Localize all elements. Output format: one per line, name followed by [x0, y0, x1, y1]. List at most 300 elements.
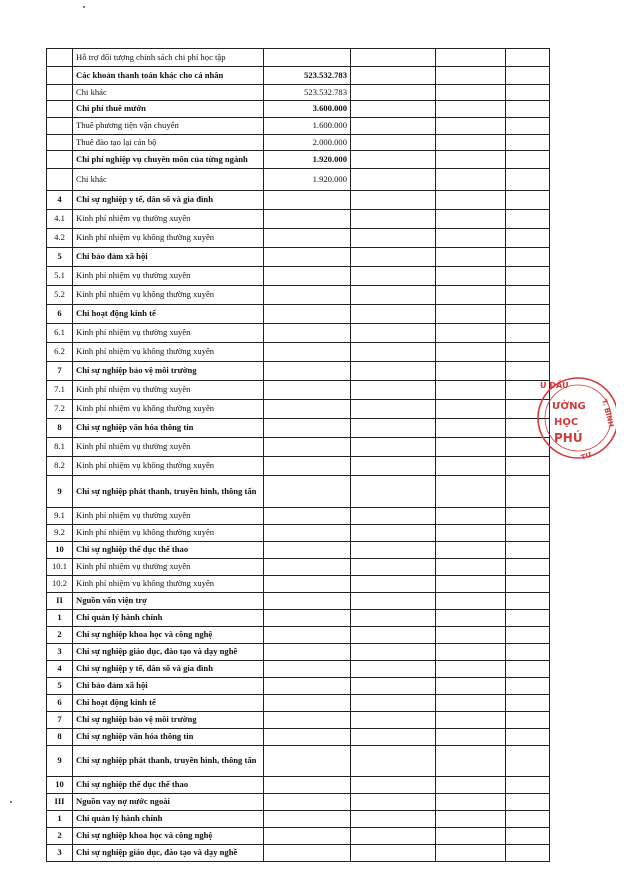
row-number	[47, 85, 73, 101]
row-number: 10	[47, 542, 73, 559]
row-amount	[264, 191, 351, 210]
row-amount	[264, 381, 351, 400]
empty-cell	[506, 229, 550, 248]
empty-cell	[506, 542, 550, 559]
row-number: 6	[47, 695, 73, 712]
table-row	[47, 610, 550, 627]
row-number: 7.1	[47, 381, 73, 400]
row-number: 1	[47, 610, 73, 627]
row-label: Chi sự nghiệp văn hóa thông tin	[73, 729, 264, 746]
empty-cell	[436, 508, 506, 525]
row-amount: 1.600.000	[264, 118, 351, 135]
empty-cell	[351, 777, 436, 794]
empty-cell	[506, 118, 550, 135]
empty-cell	[351, 135, 436, 151]
empty-cell	[351, 746, 436, 777]
empty-cell	[436, 169, 506, 191]
row-number: 1	[47, 811, 73, 828]
row-amount	[264, 576, 351, 593]
row-number: 3	[47, 644, 73, 661]
empty-cell	[351, 305, 436, 324]
row-number: III	[47, 794, 73, 811]
table-row	[47, 644, 550, 661]
empty-cell	[351, 593, 436, 610]
table-row	[47, 845, 550, 862]
row-amount	[264, 678, 351, 695]
empty-cell	[506, 695, 550, 712]
row-label: Kinh phí nhiệm vụ không thường xuyên	[73, 343, 264, 362]
empty-cell	[436, 593, 506, 610]
row-label: Chi sự nghiệp văn hóa thông tin	[73, 419, 264, 438]
row-number: 8	[47, 419, 73, 438]
empty-cell	[351, 457, 436, 476]
empty-cell	[436, 845, 506, 862]
empty-cell	[351, 712, 436, 729]
empty-cell	[506, 576, 550, 593]
row-amount	[264, 305, 351, 324]
row-number: 5	[47, 248, 73, 267]
empty-cell	[506, 210, 550, 229]
empty-cell	[506, 191, 550, 210]
row-number: 7.2	[47, 400, 73, 419]
empty-cell	[351, 729, 436, 746]
row-label: Kinh phí nhiệm vụ thường xuyên	[73, 438, 264, 457]
row-number: 6	[47, 305, 73, 324]
empty-cell	[351, 476, 436, 508]
table-row	[47, 542, 550, 559]
row-number: 6.1	[47, 324, 73, 343]
empty-cell	[351, 508, 436, 525]
empty-cell	[506, 286, 550, 305]
row-label: Kinh phí nhiệm vụ không thường xuyên	[73, 576, 264, 593]
empty-cell	[506, 729, 550, 746]
empty-cell	[351, 67, 436, 85]
empty-cell	[506, 169, 550, 191]
row-amount: 1.920.000	[264, 151, 351, 169]
row-label: Chi phí nghiệp vụ chuyên môn của từng ngành	[73, 151, 264, 169]
empty-cell	[436, 362, 506, 381]
empty-cell	[351, 324, 436, 343]
empty-cell	[351, 794, 436, 811]
empty-cell	[436, 678, 506, 695]
row-amount	[264, 644, 351, 661]
empty-cell	[351, 49, 436, 67]
row-amount	[264, 811, 351, 828]
row-amount	[264, 362, 351, 381]
empty-cell	[506, 267, 550, 286]
row-amount	[264, 343, 351, 362]
table-row	[47, 67, 550, 85]
table-row	[47, 457, 550, 476]
empty-cell	[436, 267, 506, 286]
table-row	[47, 191, 550, 210]
empty-cell	[436, 85, 506, 101]
empty-cell	[506, 746, 550, 777]
empty-cell	[436, 746, 506, 777]
row-number: 10.1	[47, 559, 73, 576]
row-label: Chi hoạt động kinh tế	[73, 695, 264, 712]
row-label: Kinh phí nhiệm vụ thường xuyên	[73, 559, 264, 576]
empty-cell	[351, 576, 436, 593]
row-amount	[264, 438, 351, 457]
empty-cell	[436, 400, 506, 419]
empty-cell	[351, 229, 436, 248]
row-label: Kinh phí nhiệm vụ thường xuyên	[73, 508, 264, 525]
row-label: Chi sự nghiệp khoa học và công nghệ	[73, 627, 264, 644]
empty-cell	[436, 476, 506, 508]
empty-cell	[351, 828, 436, 845]
empty-cell	[436, 644, 506, 661]
empty-cell	[506, 559, 550, 576]
row-label: Nguồn vốn viện trợ	[73, 593, 264, 610]
empty-cell	[436, 343, 506, 362]
empty-cell	[351, 811, 436, 828]
table-row	[47, 210, 550, 229]
row-amount	[264, 525, 351, 542]
stamp-text-6: TƯ	[579, 450, 593, 462]
row-number: 7	[47, 362, 73, 381]
stamp-text-1: U ĐẦU	[540, 381, 569, 390]
row-amount	[264, 610, 351, 627]
row-amount	[264, 248, 351, 267]
row-label: Chi bảo đảm xã hội	[73, 248, 264, 267]
row-amount: 523.532.783	[264, 67, 351, 85]
empty-cell	[351, 286, 436, 305]
table-row	[47, 525, 550, 542]
stamp-text-4: PHÚ	[554, 431, 583, 445]
budget-table-body	[47, 49, 550, 862]
scan-speck	[83, 6, 85, 8]
row-label: Các khoản thanh toán khác cho cá nhân	[73, 67, 264, 85]
empty-cell	[351, 661, 436, 678]
row-number: 5	[47, 678, 73, 695]
table-row	[47, 49, 550, 67]
empty-cell	[351, 400, 436, 419]
empty-cell	[436, 324, 506, 343]
empty-cell	[436, 248, 506, 267]
empty-cell	[436, 438, 506, 457]
row-amount	[264, 661, 351, 678]
table-row	[47, 305, 550, 324]
empty-cell	[506, 777, 550, 794]
table-row	[47, 419, 550, 438]
red-seal-stamp	[532, 372, 616, 464]
empty-cell	[436, 286, 506, 305]
row-amount	[264, 49, 351, 67]
row-number: 9.1	[47, 508, 73, 525]
row-amount: 3.600.000	[264, 101, 351, 118]
budget-table	[46, 48, 550, 862]
row-label: Kinh phí nhiệm vụ thường xuyên	[73, 324, 264, 343]
empty-cell	[351, 101, 436, 118]
row-label: Chi sự nghiệp bảo vệ môi trường	[73, 712, 264, 729]
stamp-text-2: ƯỜNG	[552, 401, 586, 412]
empty-cell	[351, 419, 436, 438]
row-amount	[264, 729, 351, 746]
empty-cell	[506, 49, 550, 67]
empty-cell	[506, 476, 550, 508]
empty-cell	[436, 135, 506, 151]
empty-cell	[436, 828, 506, 845]
row-number: 7	[47, 712, 73, 729]
table-row	[47, 476, 550, 508]
stamp-text-5: T. BÌNH	[600, 398, 616, 429]
row-label: Chi sự nghiệp y tế, dân số và gia đình	[73, 661, 264, 678]
row-label: Chi bảo đảm xã hội	[73, 678, 264, 695]
row-label: Chi khác	[73, 169, 264, 191]
row-label: Chi sự nghiệp giáo dục, đào tạo và dạy nghề	[73, 644, 264, 661]
row-number: 10	[47, 777, 73, 794]
row-label: Chi hoạt động kinh tế	[73, 305, 264, 324]
row-amount	[264, 593, 351, 610]
empty-cell	[506, 248, 550, 267]
row-number: 4	[47, 661, 73, 678]
row-label: Chi sự nghiệp bảo vệ môi trường	[73, 362, 264, 381]
empty-cell	[436, 151, 506, 169]
row-label: Nguồn vay nợ nước ngoài	[73, 794, 264, 811]
empty-cell	[506, 644, 550, 661]
row-number	[47, 151, 73, 169]
empty-cell	[436, 542, 506, 559]
empty-cell	[436, 191, 506, 210]
table-row	[47, 229, 550, 248]
row-label: Chi sự nghiệp giáo dục, đào tạo và dạy nghề	[73, 845, 264, 862]
table-row	[47, 400, 550, 419]
empty-cell	[436, 576, 506, 593]
row-amount	[264, 229, 351, 248]
row-label: Kinh phí nhiệm vụ không thường xuyên	[73, 400, 264, 419]
row-label: Kinh phí nhiệm vụ thường xuyên	[73, 267, 264, 286]
row-number: 8.2	[47, 457, 73, 476]
empty-cell	[506, 101, 550, 118]
row-amount	[264, 324, 351, 343]
table-row	[47, 248, 550, 267]
row-amount	[264, 476, 351, 508]
empty-cell	[506, 627, 550, 644]
empty-cell	[506, 67, 550, 85]
table-row	[47, 678, 550, 695]
table-row	[47, 169, 550, 191]
row-amount	[264, 210, 351, 229]
empty-cell	[436, 610, 506, 627]
empty-cell	[436, 811, 506, 828]
row-label: Thuê phương tiện vận chuyển	[73, 118, 264, 135]
empty-cell	[506, 610, 550, 627]
empty-cell	[436, 457, 506, 476]
empty-cell	[436, 101, 506, 118]
row-number	[47, 49, 73, 67]
empty-cell	[436, 49, 506, 67]
empty-cell	[351, 559, 436, 576]
table-row	[47, 593, 550, 610]
empty-cell	[506, 811, 550, 828]
row-amount	[264, 627, 351, 644]
table-row	[47, 381, 550, 400]
empty-cell	[351, 210, 436, 229]
empty-cell	[351, 343, 436, 362]
empty-cell	[506, 305, 550, 324]
table-row	[47, 343, 550, 362]
table-row	[47, 576, 550, 593]
empty-cell	[351, 525, 436, 542]
table-row	[47, 811, 550, 828]
row-label: Chi sự nghiệp phát thanh, truyền hình, thông tấn	[73, 746, 264, 777]
row-number	[47, 118, 73, 135]
row-amount	[264, 267, 351, 286]
empty-cell	[506, 135, 550, 151]
table-row	[47, 267, 550, 286]
row-label: Chi khác	[73, 85, 264, 101]
empty-cell	[351, 678, 436, 695]
empty-cell	[351, 118, 436, 135]
empty-cell	[351, 542, 436, 559]
empty-cell	[351, 169, 436, 191]
empty-cell	[436, 67, 506, 85]
empty-cell	[506, 593, 550, 610]
row-label: Chi sự nghiệp thể dục thể thao	[73, 777, 264, 794]
row-number: 5.1	[47, 267, 73, 286]
empty-cell	[351, 267, 436, 286]
row-number: 4	[47, 191, 73, 210]
empty-cell	[351, 151, 436, 169]
row-amount	[264, 695, 351, 712]
row-number: 5.2	[47, 286, 73, 305]
row-number: 8	[47, 729, 73, 746]
empty-cell	[351, 610, 436, 627]
row-number: II	[47, 593, 73, 610]
table-row	[47, 85, 550, 101]
table-row	[47, 729, 550, 746]
row-label: Kinh phí nhiệm vụ không thường xuyên	[73, 525, 264, 542]
empty-cell	[351, 644, 436, 661]
empty-cell	[436, 559, 506, 576]
row-number	[47, 101, 73, 118]
row-label: Chi sự nghiệp khoa học và công nghệ	[73, 828, 264, 845]
row-label: Chi sự nghiệp phát thanh, truyền hình, thông tấn	[73, 476, 264, 508]
empty-cell	[436, 661, 506, 678]
scan-speck	[10, 801, 12, 803]
table-row	[47, 151, 550, 169]
empty-cell	[506, 794, 550, 811]
row-label: Chi phí thuê mướn	[73, 101, 264, 118]
stamp-text-3: HỌC	[554, 417, 579, 428]
row-label: Chi sự nghiệp thể dục thể thao	[73, 542, 264, 559]
row-number: 10.2	[47, 576, 73, 593]
row-amount	[264, 400, 351, 419]
row-amount	[264, 712, 351, 729]
table-row	[47, 135, 550, 151]
row-number: 4.1	[47, 210, 73, 229]
empty-cell	[436, 305, 506, 324]
row-number: 2	[47, 828, 73, 845]
row-number	[47, 169, 73, 191]
row-amount	[264, 845, 351, 862]
row-label: Kinh phí nhiệm vụ thường xuyên	[73, 210, 264, 229]
table-row	[47, 712, 550, 729]
row-number: 2	[47, 627, 73, 644]
row-amount	[264, 559, 351, 576]
empty-cell	[351, 248, 436, 267]
empty-cell	[506, 525, 550, 542]
empty-cell	[506, 678, 550, 695]
empty-cell	[351, 191, 436, 210]
empty-cell	[436, 210, 506, 229]
empty-cell	[436, 381, 506, 400]
row-amount	[264, 542, 351, 559]
row-amount	[264, 777, 351, 794]
row-number	[47, 135, 73, 151]
empty-cell	[436, 712, 506, 729]
table-row	[47, 362, 550, 381]
empty-cell	[351, 362, 436, 381]
empty-cell	[506, 661, 550, 678]
table-row	[47, 828, 550, 845]
empty-cell	[351, 381, 436, 400]
empty-cell	[436, 729, 506, 746]
empty-cell	[506, 324, 550, 343]
empty-cell	[506, 508, 550, 525]
row-label: Chi sự nghiệp y tế, dân số và gia đình	[73, 191, 264, 210]
row-number: 4.2	[47, 229, 73, 248]
empty-cell	[436, 118, 506, 135]
row-amount	[264, 828, 351, 845]
table-row	[47, 777, 550, 794]
row-amount	[264, 286, 351, 305]
row-label: Kinh phí nhiệm vụ không thường xuyên	[73, 286, 264, 305]
row-number: 8.1	[47, 438, 73, 457]
empty-cell	[351, 438, 436, 457]
table-row	[47, 661, 550, 678]
table-row	[47, 627, 550, 644]
row-number	[47, 67, 73, 85]
table-row	[47, 101, 550, 118]
table-row	[47, 794, 550, 811]
row-label: Kinh phí nhiệm vụ thường xuyên	[73, 381, 264, 400]
empty-cell	[506, 343, 550, 362]
row-number: 9	[47, 746, 73, 777]
table-row	[47, 438, 550, 457]
empty-cell	[351, 695, 436, 712]
empty-cell	[506, 151, 550, 169]
table-row	[47, 286, 550, 305]
empty-cell	[351, 845, 436, 862]
empty-cell	[351, 85, 436, 101]
row-label: Chi quản lý hành chính	[73, 610, 264, 627]
empty-cell	[506, 828, 550, 845]
empty-cell	[436, 627, 506, 644]
row-number: 9.2	[47, 525, 73, 542]
row-amount	[264, 794, 351, 811]
empty-cell	[436, 419, 506, 438]
empty-cell	[506, 845, 550, 862]
row-label: Hỗ trợ đối tượng chính sách chi phí học tập	[73, 49, 264, 67]
row-label: Kinh phí nhiệm vụ không thường xuyên	[73, 229, 264, 248]
empty-cell	[506, 712, 550, 729]
empty-cell	[351, 627, 436, 644]
table-row	[47, 559, 550, 576]
row-number: 3	[47, 845, 73, 862]
row-amount: 1.920.000	[264, 169, 351, 191]
empty-cell	[436, 229, 506, 248]
row-label: Thuê đào tạo lại cán bộ	[73, 135, 264, 151]
table-row	[47, 695, 550, 712]
row-amount	[264, 746, 351, 777]
row-amount	[264, 508, 351, 525]
empty-cell	[506, 85, 550, 101]
row-label: Kinh phí nhiệm vụ không thường xuyên	[73, 457, 264, 476]
table-row	[47, 508, 550, 525]
row-amount	[264, 419, 351, 438]
